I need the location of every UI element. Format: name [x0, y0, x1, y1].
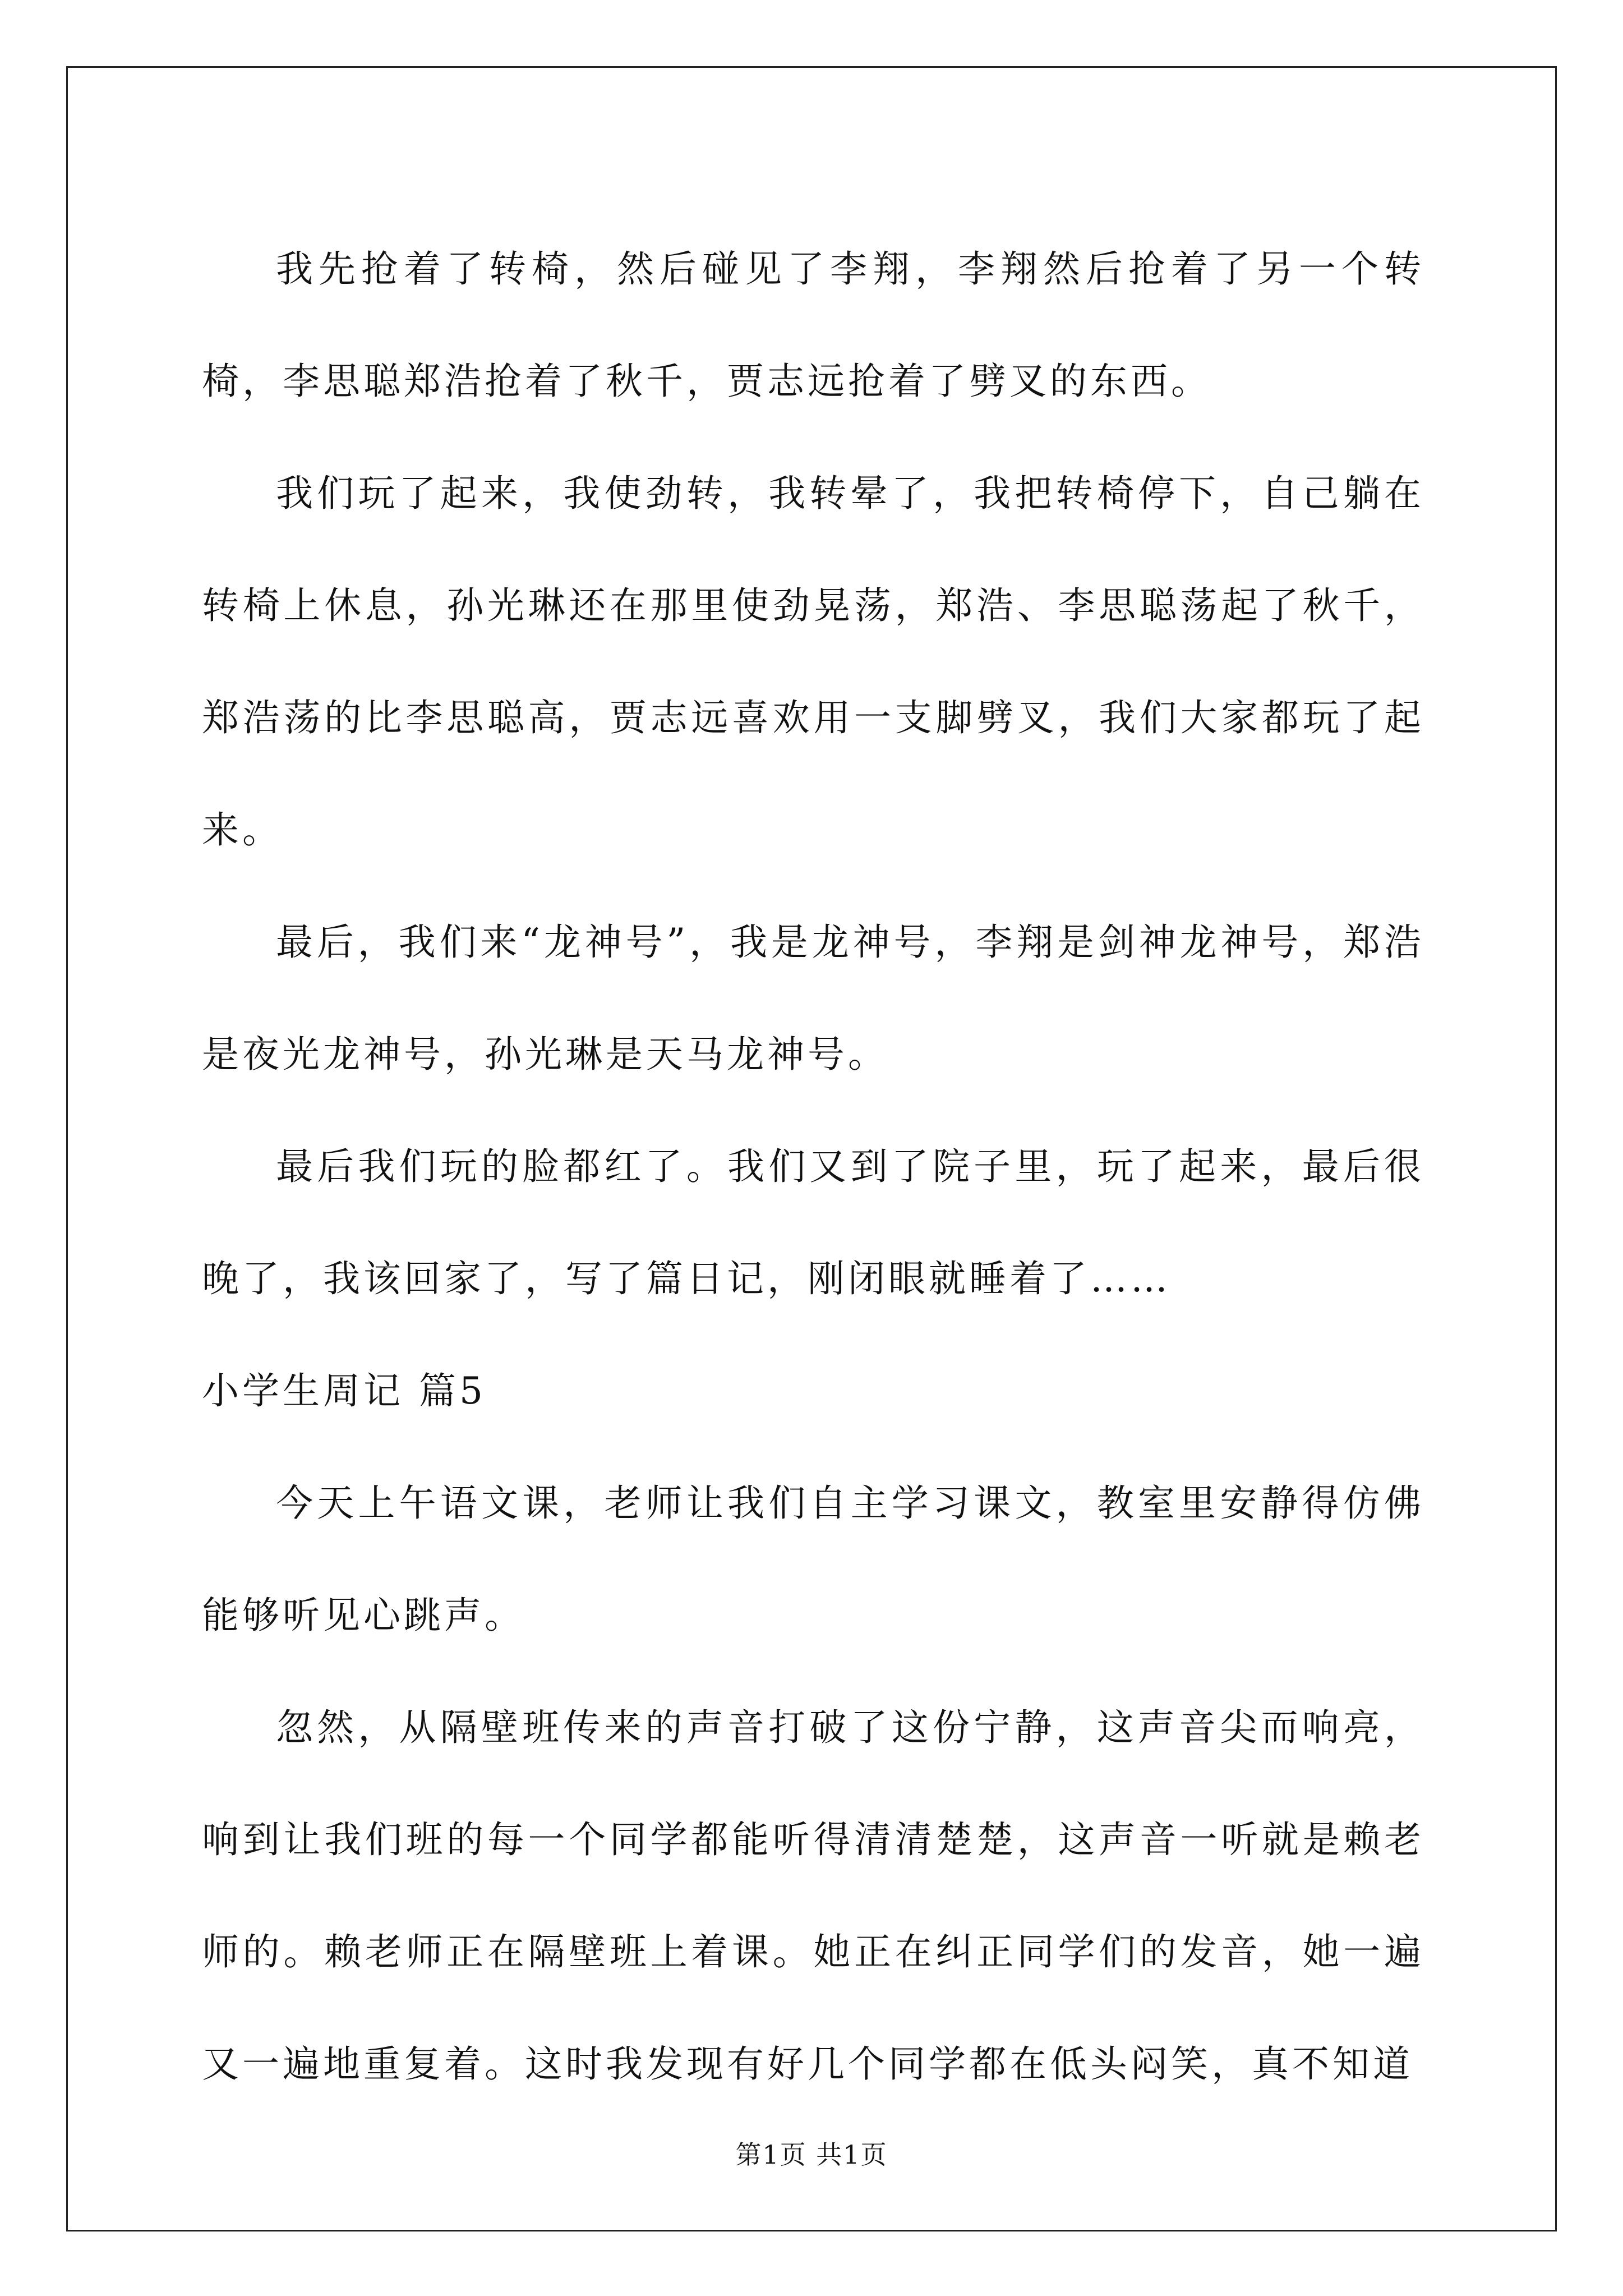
paragraph: 今天上午语文课，老师让我们自主学习课文，教室里安静得仿佛能够听见心跳声。 — [202, 1481, 1424, 1637]
page-footer: 第1页 共1页 — [735, 2139, 888, 2170]
section-heading: 小学生周记 篇5 — [202, 1369, 486, 1412]
document-body — [202, 213, 1424, 2120]
paragraph: 我们玩了起来，我使劲转，我转晕了，我把转椅停下，自己躺在转椅上休息，孙光琳还在那里使劲晃荡，郑浩、李思聪荡起了秋千，郑浩荡的比李思聪高，贾志远喜欢用一支脚劈叉，我们大家都玩了起来。 — [202, 472, 1424, 852]
paragraph: 我先抢着了转椅，然后碰见了李翔，李翔然后抢着了另一个转椅，李思聪郑浩抢着了秋千，贾志远抢着了劈叉的东西。 — [202, 247, 1424, 403]
paragraph: 忽然，从隔壁班传来的声音打破了这份宁静，这声音尖而响亮，响到让我们班的每一个同学都能听得清清楚楚，这声音一听就是赖老师的。赖老师正在隔壁班上着课。她正在纠正同学们的发音，她一遍又一遍地重复着。这时我发现有好几个同学都在低头闷笑，真不知道 — [202, 1706, 1424, 2086]
paragraph: 最后，我们来“龙神号”，我是龙神号，李翔是剑神龙神号，郑浩是夜光龙神号，孙光琳是天马龙神号。 — [202, 921, 1424, 1076]
paragraph: 最后我们玩的脸都红了。我们又到了院子里，玩了起来，最后很晚了，我该回家了，写了篇日记，刚闭眼就睡着了…… — [202, 1145, 1424, 1300]
